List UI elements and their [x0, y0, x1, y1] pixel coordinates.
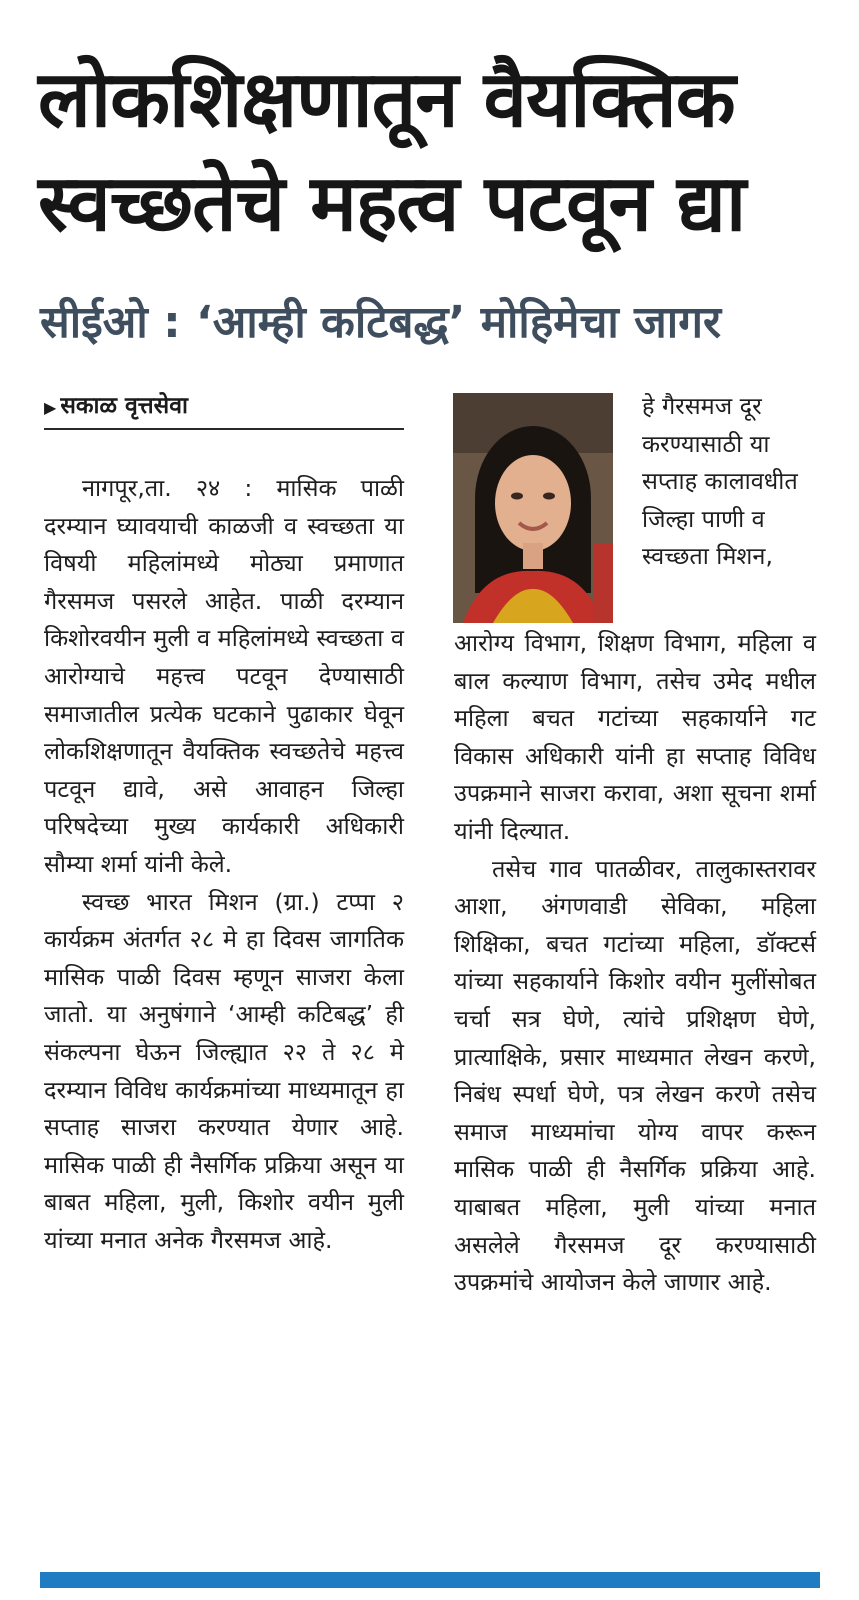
- right-top-text: हे गैरसमज दूर करण्यासाठी या सप्ताह कालावधीत जिल्हा पाणी व स्वच्छता मिशन,: [642, 392, 798, 571]
- subheadline: सीईओ : ‘आम्ही कटिबद्ध’ मोहिमेचा जागर: [40, 297, 721, 348]
- portrait-photo: [453, 393, 613, 623]
- right-continuation: आरोग्य विभाग, शिक्षण विभाग, महिला व बाल कल्याण विभाग, तसेच उमेद मधील महिला बचत गटांच्या सहकार्याने गट विकास अधिकारी यांनी हा सप्ताह विविध उपक्रमाने साजरा करावा, अशा सूचना शर्मा यांनी दिल्यात.: [454, 629, 816, 845]
- bottom-divider-bar: [40, 1572, 820, 1588]
- right-top-column: [642, 388, 815, 576]
- byline-text: सकाळ वृत्तसेवा: [60, 393, 188, 419]
- headline-line-1: लोकशिक्षणातून वैयक्तिक: [38, 55, 735, 145]
- headline-line-2: स्वच्छतेचे महत्व पटवून द्या: [38, 159, 746, 249]
- byline: [44, 388, 404, 430]
- left-paragraph-1: नागपूर,ता. २४ : मासिक पाळी दरम्यान घ्यावयाची काळजी व स्वच्छता या विषयी महिलांमध्ये मोठ्या प्रमाणात गैरसमज पसरले आहेत. पाळी दरम्यान किशोरवयीन मुली व महिलांमध्ये स्वच्छता व आरोग्याचे महत्त्व पटवून देण्यासाठी समाजातील प्रत्येक घटकाने पुढाकार घेवून लोकशिक्षणातून वैयक्तिक स्वच्छतेचे महत्त्व पटवून द्यावे, असे आवाहन जिल्हा परिषदेच्या मुख्य कार्यकारी अधिकारी सौम्या शर्मा यांनी केले.: [44, 474, 404, 878]
- right-column: [454, 625, 816, 1302]
- triangle-right-icon: ▶: [44, 398, 57, 417]
- left-paragraph-2: स्वच्छ भारत मिशन (ग्रा.) टप्पा २ कार्यक्रम अंतर्गत २८ मे हा दिवस जागतिक मासिक पाळी दिवस म्हणून साजरा केला जातो. या अनुषंगाने ‘आम्ही कटिबद्ध’ ही संकल्पना घेऊन जिल्ह्यात २२ ते २८ मे दरम्यान विविध कार्यक्रमांच्या माध्यमातून हा सप्ताह साजरा करण्यात येणार आहे. मासिक पाळी ही नैसर्गिक प्रक्रिया असून या बाबत महिला, मुली, किशोर वयीन मुली यांच्या मनात अनेक गैरसमज आहे.: [44, 887, 404, 1254]
- headline: [38, 48, 838, 256]
- right-paragraph-2: तसेच गाव पातळीवर, तालुकास्तरावर आशा, अंगणवाडी सेविका, महिला शिक्षिका, बचत गटांच्या महिला, डॉक्टर्स यांच्या सहकार्याने किशोर वयीन मुलींसोबत चर्चा सत्र घेणे, त्यांचे प्रशिक्षण घेणे, प्रात्याक्षिके, प्रसार माध्यमात लेखन करणे, निबंध स्पर्धा घेणे, पत्र लेखन करणे तसेच समाज माध्यमांचा योग्य वापर करून मासिक पाळी ही नैसर्गिक प्रक्रिया आहे. याबाबत महिला, मुली यांच्या मनात असलेले गैरसमज दूर करण्यासाठी उपक्रमांचे आयोजन केले जाणार आहे.: [454, 854, 816, 1297]
- portrait-illustration: [453, 393, 613, 623]
- left-column: [44, 470, 404, 1259]
